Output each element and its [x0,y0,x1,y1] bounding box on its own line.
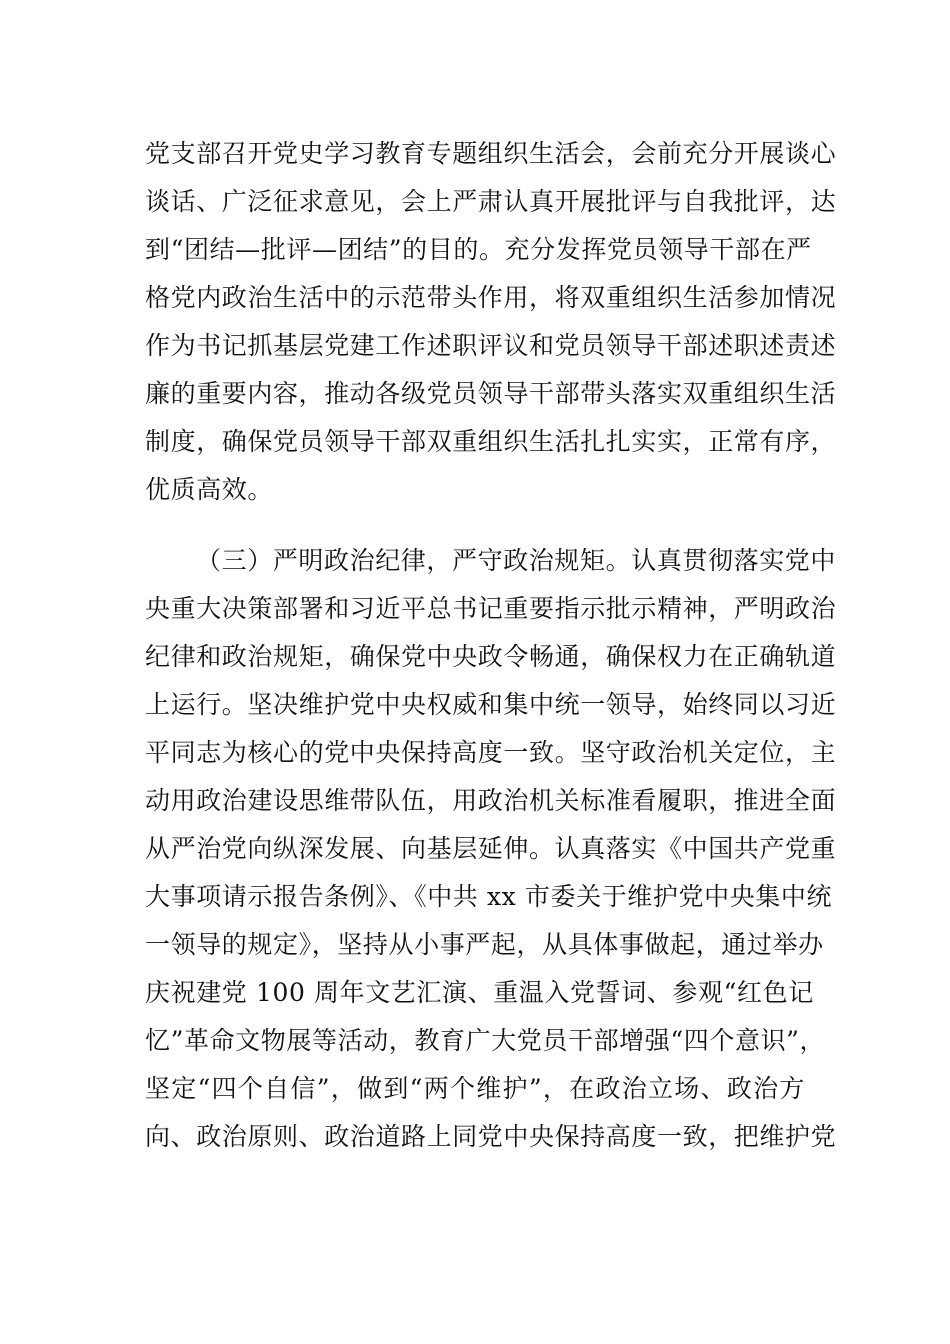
text-line: 坚定“四个自信”，做到“两个维护”，在政治立场、政治方 [145,1074,805,1103]
text-line: 大事项请示报告条例》、《中共 xx 市委关于维护党中央集中统 [145,882,833,911]
text-line: 格党内政治生活中的示范带头作用，将双重组织生活参加情况 [145,283,837,312]
text-line: 央重大决策部署和习近平总书记重要指示批示精神，严明政治 [145,594,837,623]
text-line: 优质高效。 [145,475,274,504]
text-line: 一领导的规定》，坚持从小事严起，从具体事做起，通过举办 [145,930,824,959]
text-line: 党支部召开党史学习教育专题组织生活会，会前充分开展谈心 [145,139,837,168]
text-line: 纪律和政治规矩，确保党中央政令畅通，确保权力在正确轨道 [145,642,837,671]
text-line: 动用政治建设思维带队伍，用政治机关标准看履职，推进全面 [145,786,837,815]
text-line: 庆祝建党 100 周年文艺汇演、重温入党誓词、参观“红色记 [145,978,814,1007]
text-line: 平同志为核心的党中央保持高度一致。坚守政治机关定位，主 [145,738,837,767]
text-line: 忆”革命文物展等活动，教育广大党员干部增强“四个意识”， [145,1026,826,1055]
text-line: 谈话、广泛征求意见，会上严肃认真开展批评与自我批评，达 [145,187,837,216]
text-line: 作为书记抓基层党建工作述职评议和党员领导干部述职述责述 [145,331,837,360]
text-line: 制度，确保党员领导干部双重组织生活扎扎实实，正常有序， [145,427,837,456]
text-line: （三）严明政治纪律，严守政治规矩。认真贯彻落实党中 [196,546,837,575]
text-line: 廉的重要内容，推动各级党员领导干部带头落实双重组织生活 [145,379,837,408]
text-line: 上运行。坚决维护党中央权威和集中统一领导，始终同以习近 [145,690,837,719]
text-line: 向、政治原则、政治道路上同党中央保持高度一致，把维护党 [145,1122,837,1151]
text-line: 到“团结—批评—团结”的目的。充分发挥党员领导干部在严 [145,235,812,264]
text-line: 从严治党向纵深发展、向基层延伸。认真落实《中国共产党重 [145,834,837,863]
